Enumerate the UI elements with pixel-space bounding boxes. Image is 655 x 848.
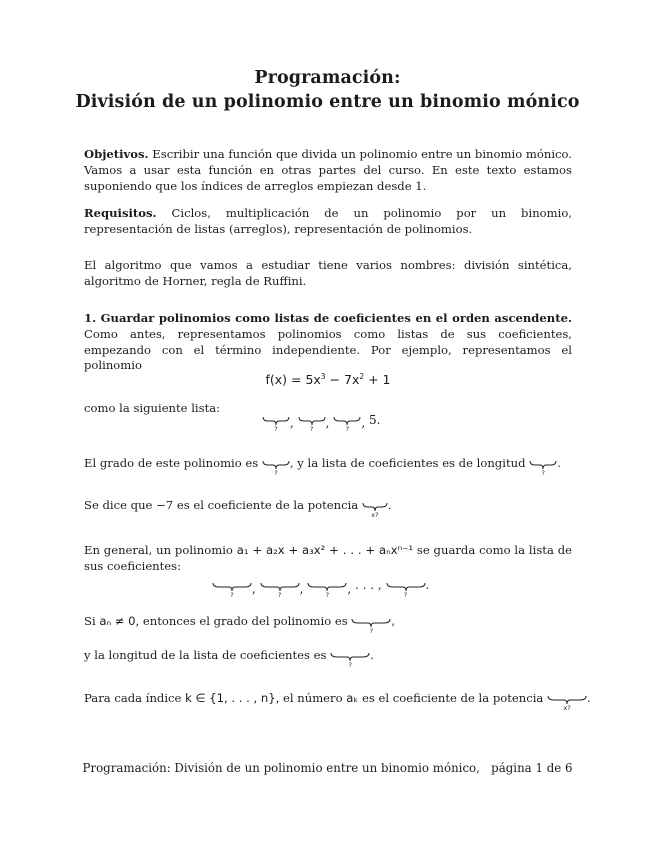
si-an-line: Si aₙ ≠ 0, entonces el grado del polinomio es ? , (84, 614, 396, 635)
algoritmo-paragraph: El algoritmo que vamos a estudiar tiene varios nombres: división sintética, algoritmo de Horner, regla de Ruffini. (84, 258, 572, 288)
requisitos-paragraph (84, 206, 572, 238)
blank-brace: ? (307, 582, 347, 599)
ellipsis: . . . , (354, 578, 382, 592)
general-paragraph: En general, un polinomio a₁ + a₂x + a₃x² + . . . + aₙxⁿ⁻¹ se guarda como la lista de sus coeficientes: (84, 543, 573, 573)
title-line-2: División de un polinomio entre un binomio mónico (75, 92, 580, 112)
requisitos-text: Ciclos, multiplicación de un polinomio por un binomio, representación de listas (arreglos), representación de polinomios. (84, 206, 573, 236)
blank-brace: ? (262, 416, 290, 433)
page-footer (0, 761, 655, 775)
blank-brace: ? (351, 618, 391, 635)
blank-brace: x? (362, 502, 388, 519)
section-1-heading: 1. Guardar polinomios como listas de coeficientes en el orden ascendente. (84, 311, 572, 325)
section-1-text: Como antes, representamos polinomios como listas de sus coeficientes, empezando con el término independiente. Por ejemplo, representamos el polinomio (84, 326, 572, 373)
longitud-line: y la longitud de la lista de coeficientes es ? . (84, 648, 374, 669)
blank-brace: ? (333, 416, 361, 433)
coefficient-list: ? , ? , ? , 5. (262, 416, 380, 433)
page-number: página 1 de 6 (491, 761, 573, 775)
blank-brace: x? (547, 695, 587, 712)
objetivos-paragraph (84, 147, 572, 194)
general-formula: a₁ + a₂x + a₃x² + . . . + aₙxⁿ⁻¹ (236, 543, 413, 557)
blank-brace: ? (212, 582, 252, 599)
polynomial-formula: $f(x) = 5x^3 - 7x^2 + 1$ (265, 372, 391, 387)
lista-intro: como la siguiente lista: (84, 401, 221, 415)
blank-brace: ? (330, 652, 370, 669)
blank-brace: ? (260, 582, 300, 599)
indice-line: Para cada índice k ∈ {1, . . . , n}, el número aₖ es el coeficiente de la potencia x? . (84, 691, 591, 712)
section-1-paragraph (84, 311, 572, 374)
footer-title: Programación: División de un polinomio entre un binomio mónico, (82, 761, 480, 775)
last-coefficient: 5. (368, 413, 381, 427)
blank-brace: ? (529, 460, 557, 477)
title-line-1: Programación: (254, 68, 401, 88)
grado-line: El grado de este polinomio es ? , y la lista de coeficientes es de longitud ? . (84, 456, 561, 477)
blank-brace: ? (386, 582, 426, 599)
potencia-line: Se dice que −7 es el coeficiente de la potencia x? . (84, 498, 392, 519)
general-coefficient-list: ? , ? , ? , . . . , ? . (212, 582, 429, 599)
objetivos-label: Objetivos. (84, 147, 149, 161)
objetivos-text: Escribir una función que divida un polinomio entre un binomio mónico. Vamos a usar esta función en otras partes del curso. En este texto estamos suponiendo que los índices de arreglos empiezan desde 1. (84, 147, 573, 193)
requisitos-label: Requisitos. (84, 206, 157, 220)
blank-brace: ? (262, 460, 290, 477)
blank-brace: ? (298, 416, 326, 433)
